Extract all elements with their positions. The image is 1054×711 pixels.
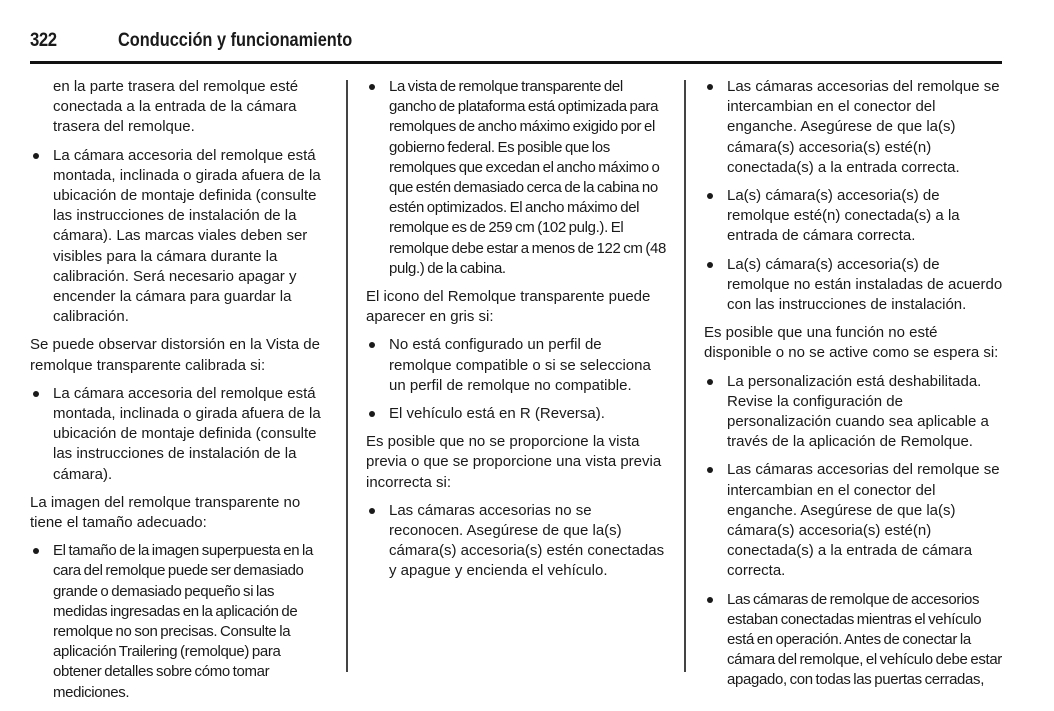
- bullet-item: La cámara accesoria del remolque está montada, inclinada o girada afuera de la ubicación de montaje definida (consulte las instrucciones de instalación de la cámara). Las marcas viales deben ser visibles para la cámara durante la calibración. Será necesario apagar y encender la cámara para guardar la calibración.: [30, 146, 330, 328]
- bullet-item: Las cámaras accesorias del remolque se intercambian en el conector del enganche. Asegúrese de que la(s) cámara(s) accesoria(s) esté(n) conectada(s) a la entrada de cámara correcta.: [704, 460, 1004, 581]
- bullet-item: El vehículo está en R (Reversa).: [366, 404, 666, 424]
- bullet-item: La personalización está deshabilitada. Revise la configuración de personalización cuando sea aplicable a través de la aplicación de Remolque.: [704, 372, 1004, 453]
- bullet-icon: [33, 548, 39, 554]
- bullet-icon: [707, 467, 713, 473]
- paragraph: Se puede observar distorsión en la Vista de remolque transparente calibrada si:: [30, 336, 320, 374]
- bullet-icon: [369, 342, 375, 348]
- bullet-icon: [33, 391, 39, 397]
- bullet-item: La(s) cámara(s) accesoria(s) de remolque esté(n) conectada(s) a la entrada de cámara correcta.: [704, 186, 1004, 247]
- bullet-icon: [369, 411, 375, 417]
- column-1: [30, 77, 330, 711]
- bullet-icon: [33, 153, 39, 159]
- paragraph: Es posible que no se proporcione la vista previa o que se proporcione una vista previa incorrecta si:: [366, 433, 662, 491]
- section-title: Conducción y funcionamiento: [118, 30, 353, 51]
- continuation-text: en la parte trasera del remolque esté conectada a la entrada de la cámara trasera del remolque.: [53, 78, 299, 136]
- page-number: 322: [30, 30, 57, 51]
- column-divider: [684, 80, 686, 672]
- bullet-icon: [707, 379, 713, 385]
- column-2: [366, 77, 666, 590]
- bullet-icon: [707, 193, 713, 199]
- bullet-icon: [369, 508, 375, 514]
- bullet-item: El tamaño de la imagen superpuesta en la cara del remolque puede ser demasiado grande o demasiado pequeño si las medidas ingresadas en la aplicación de remolque no son precisas. Consulte la aplicación Trailering (remolque) para obtener detalles sobre cómo tomar mediciones.: [30, 541, 330, 703]
- bullet-icon: [707, 84, 713, 90]
- column-divider: [346, 80, 348, 672]
- paragraph: Es posible que una función no esté disponible o no se active como se espera si:: [704, 324, 999, 362]
- bullet-item: La vista de remolque transparente del gancho de plataforma está optimizada para remolques de ancho máximo exigido por el gobierno federal. Es posible que los remolques que excedan el ancho máximo o que estén demasiado cerca de la cabina no estén optimizados. El ancho máximo del remolque es de 259 cm (102 pulg.). El remolque debe estar a menos de 122 cm (48 pulg.) de la cabina.: [366, 77, 666, 279]
- paragraph: La imagen del remolque transparente no tiene el tamaño adecuado:: [30, 493, 301, 532]
- bullet-item: Las cámaras accesorias del remolque se intercambian en el conector del enganche. Asegúrese de que la(s) cámara(s) accesoria(s) esté(n) conectada(s) a la entrada correcta.: [704, 77, 1004, 178]
- header-rule: [30, 61, 1002, 64]
- page-header: [30, 28, 1002, 64]
- bullet-item: La(s) cámara(s) accesoria(s) de remolque no están instaladas de acuerdo con las instrucciones de instalación.: [704, 255, 1004, 316]
- paragraph: El icono del Remolque transparente puede aparecer en gris si:: [366, 288, 651, 326]
- bullet-item: Las cámaras de remolque de accesorios estaban conectadas mientras el vehículo está en operación. Antes de conectar la cámara del remolque, el vehículo debe estar apagado, con todas las puertas cerradas,: [704, 590, 1004, 691]
- bullet-icon: [707, 597, 713, 603]
- bullet-icon: [707, 262, 713, 268]
- bullet-item: La cámara accesoria del remolque está montada, inclinada o girada afuera de la ubicación de montaje definida (consulte las instrucciones de instalación de la cámara).: [30, 384, 330, 485]
- bullet-item: No está configurado un perfil de remolque compatible o si se selecciona un perfil de remolque no compatible.: [366, 335, 666, 396]
- bullet-icon: [369, 84, 375, 90]
- column-3: [704, 77, 1004, 699]
- bullet-item: Las cámaras accesorias no se reconocen. Asegúrese de que la(s) cámara(s) accesoria(s) estén conectadas y apague y encienda el vehículo.: [366, 501, 666, 582]
